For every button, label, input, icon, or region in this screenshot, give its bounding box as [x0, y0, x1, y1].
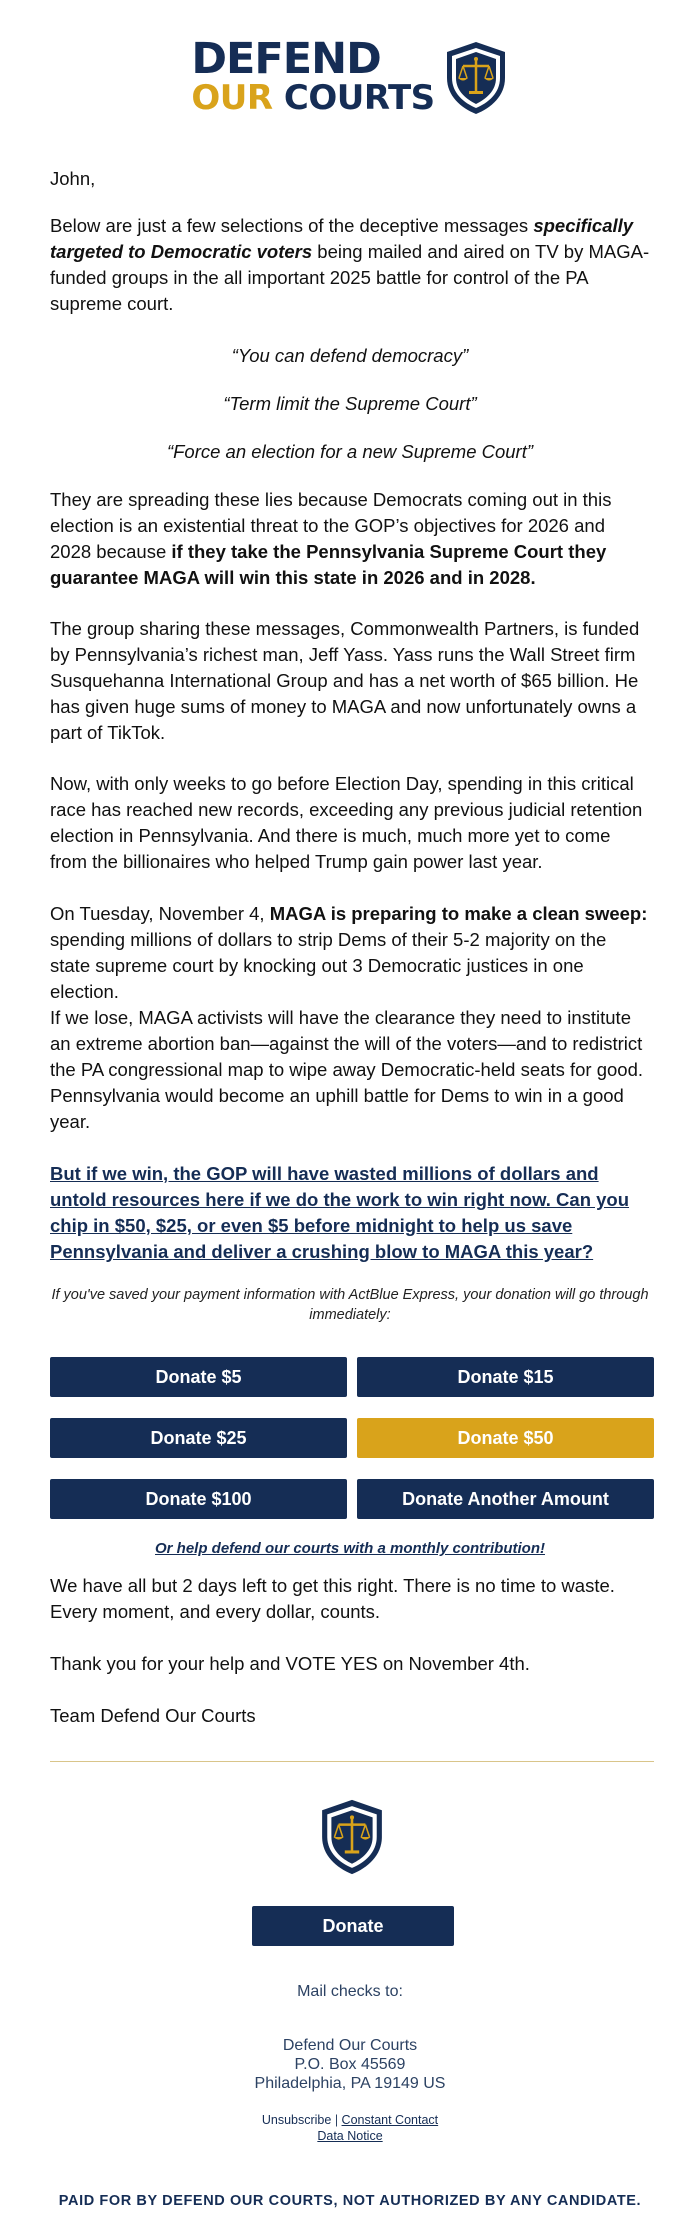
intro-text-after: being mailed and aired on TV by MAGA-funded groups in the all important 2025 battle for control of the PA supreme court.: [50, 241, 650, 314]
logo-word-our: OUR: [191, 78, 273, 118]
donate-50-button[interactable]: Donate $50: [357, 1418, 654, 1458]
logo-line-our-courts: [191, 79, 434, 117]
thanks-paragraph: Thank you for your help and VOTE YES on November 4th.: [50, 1653, 530, 1674]
donate-cta-link[interactable]: But if we win, the GOP will have wasted millions of dollars and untold resources here if we do the work to win right now. Can you chip in $50, $25, or even $5 before midnight to help us save Pennsylvania and deliver a crushing blow to MAGA this year?: [50, 1163, 630, 1262]
quote-3: “Force an election for a new Supreme Court”: [166, 441, 534, 462]
monthly-contribution-link[interactable]: Or help defend our courts with a monthly contribution!: [155, 1540, 545, 1557]
logo[interactable]: [191, 34, 508, 118]
data-notice-link[interactable]: Data Notice: [317, 2129, 383, 2143]
signoff: Team Defend Our Courts: [50, 1705, 256, 1726]
tuesday-before: On Tuesday, November 4,: [50, 903, 270, 924]
donate-100-button[interactable]: Donate $100: [50, 1479, 347, 1519]
footer-org-name: Defend Our Courts: [282, 2037, 418, 2054]
footer-po-box: P.O. Box 45569: [294, 2056, 406, 2073]
logo-wordmark: [191, 34, 435, 118]
logo-word-defend: DEFEND: [191, 34, 381, 84]
spreading-text: They are spreading these lies because Democrats coming out in this election is an existential threat to the GOP’s objectives for 2026 and 2028 because: [50, 489, 612, 562]
logo-word-courts: COURTS: [283, 78, 435, 118]
unsubscribe-link[interactable]: Unsubscribe: [261, 2113, 332, 2127]
tuesday-after: spending millions of dollars to strip Dems of their 5-2 majority on the state supreme court by knocking out 3 Democratic justices in one election.: [50, 929, 607, 1002]
scales-shield-icon: [443, 40, 509, 116]
intro-paragraph: [50, 213, 650, 317]
donate-5-button[interactable]: Donate $5: [50, 1357, 347, 1397]
spreading-bold: if they take the Pennsylvania Supreme Court they guarantee MAGA will win this state in 2026 and in 2028.: [50, 541, 607, 588]
group-paragraph: The group sharing these messages, Commonwealth Partners, is funded by Pennsylvania’s richest man, Jeff Yass. Yass runs the Wall Street firm Susquehanna International Group and has a net worth of $65 billion. He has given huge sums of money to MAGA and now unfortunately owns a part of TikTok.: [50, 618, 640, 743]
footer-scales-shield-icon: [318, 1796, 386, 1878]
clean-sweep-paragraph: [50, 901, 650, 1005]
donate-another-amount-button[interactable]: Donate Another Amount: [357, 1479, 654, 1519]
donate-15-button[interactable]: Donate $15: [357, 1357, 654, 1397]
actblue-express-note: If you've saved your payment information with ActBlue Express, your donation will go through immediately:: [51, 1287, 649, 1323]
footer-city-line: Philadelphia, PA 19149 US: [254, 2075, 446, 2092]
footer-links-row: [50, 2112, 650, 2128]
footer-data-notice-row: [50, 2128, 650, 2144]
donate-25-button[interactable]: Donate $25: [50, 1418, 347, 1458]
footer-divider: [50, 1761, 654, 1762]
footer-link-separator: |: [331, 2113, 342, 2127]
intro-emphasis: specifically targeted to Democratic voters: [50, 215, 634, 262]
quote-2: “Term limit the Supreme Court”: [223, 393, 477, 414]
tuesday-bold: MAGA is preparing to make a clean sweep:: [269, 903, 648, 924]
mail-checks-label: Mail checks to:: [297, 1983, 403, 2000]
quote-1: “You can defend democracy”: [231, 345, 469, 366]
closing-paragraph: We have all but 2 days left to get this right. There is no time to waste. Every moment, and every dollar, counts.: [50, 1575, 615, 1622]
constant-contact-link[interactable]: Constant Contact: [341, 2113, 439, 2127]
header-logo: [0, 34, 700, 118]
footer-donate-button[interactable]: Donate: [252, 1906, 454, 1946]
spending-paragraph: Now, with only weeks to go before Election Day, spending in this critical race has reached new records, exceeding any previous judicial retention election in Pennsylvania. And there is much, much more yet to come from the billionaires who helped Trump gain power last year.: [50, 773, 643, 872]
intro-text-before: Below are just a few selections of the deceptive messages: [50, 215, 534, 236]
if-we-lose-paragraph: If we lose, MAGA activists will have the clearance they need to institute an extreme abortion ban—against the will of the voters—and to redistrict the PA congressional map to wipe away Democratic-held seats for good. Pennsylvania would become an uphill battle for Dems to win in a good year.: [50, 1007, 643, 1132]
greeting: John,: [50, 168, 96, 189]
paid-for-disclaimer: PAID FOR BY DEFEND OUR COURTS, NOT AUTHORIZED BY ANY CANDIDATE.: [58, 2193, 642, 2209]
spreading-lies-paragraph: [50, 487, 650, 591]
